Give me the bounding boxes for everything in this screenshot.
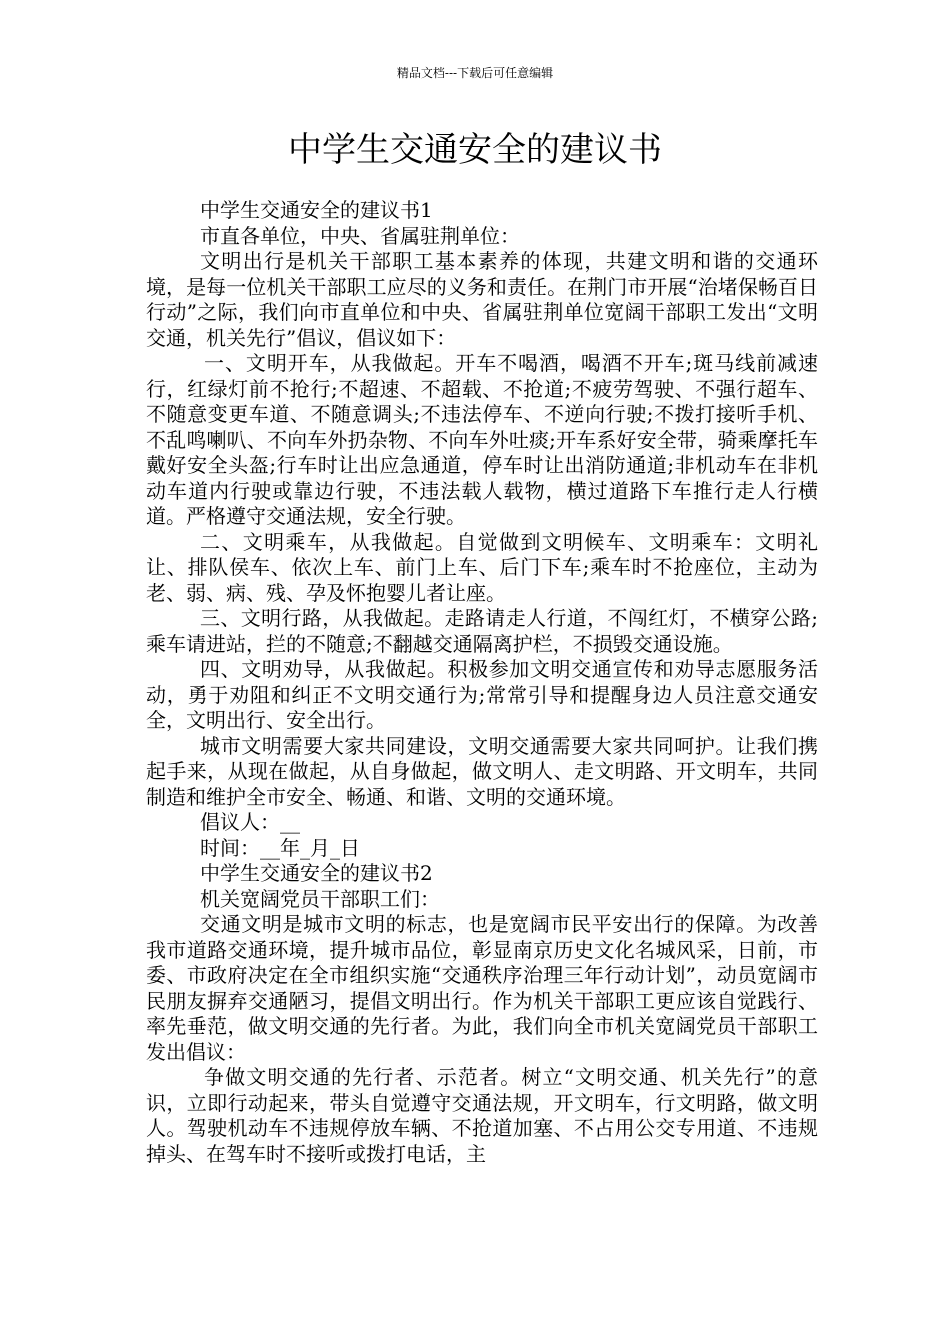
header-note: 精品文档---下载后可任意编辑 xyxy=(396,66,554,80)
salutation-1: 市直各单位，中央、省属驻荆单位： xyxy=(200,223,520,248)
paragraph: 争做文明交通的先行者、示范者。树立“文明交通、机关先行”的意识，立即行动起来，带头自觉遵守交通法规，开文明车，行文明路，做文明人。驾驶机动车不违规停放车辆、不抢道加塞、不占用公交专用道、不违规掉头、在驾车时不接听或拨打电话，主 xyxy=(146,1065,818,1166)
section-heading-2: 中学生交通安全的建议书2 xyxy=(200,861,433,885)
paragraph: 城市文明需要大家共同建设，文明交通需要大家共同呵护。让我们携起手来，从现在做起，从自身做起，做文明人、走文明路、开文明车，共同制造和维护全市安全、畅通、和谐、文明的交通环境。 xyxy=(146,733,818,809)
date-line: 时间：__年_月_日 xyxy=(200,835,360,860)
document-title: 中学生交通安全的建议书 xyxy=(288,130,662,170)
paragraph-point-3: 三、文明行路，从我做起。走路请走人行道，不闯红灯，不横穿公路;乘车请进站，拦的不随意;不翻越交通隔离护栏，不损毁交通设施。 xyxy=(146,606,818,656)
paragraph: 文明出行是机关干部职工基本素养的体现，共建文明和谐的交通环境，是每一位机关干部职工应尽的义务和责任。在荆门市开展“治堵保畅百日行动”之际，我们向市直单位和中央、省属驻荆单位宽阔干部职工发出“文明交通，机关先行”倡议，倡议如下： xyxy=(146,249,818,350)
paragraph-point-1: 一、文明开车，从我做起。开车不喝酒，喝酒不开车;斑马线前减速行，红绿灯前不抢行;不超速、不超载、不抢道;不疲劳驾驶、不强行超车、不随意变更车道、不随意调头;不违法停车、不逆向行驶;不拨打接听手机、不乱鸣喇叭、不向车外扔杂物、不向车外吐痰;开车系好安全带，骑乘摩托车戴好安全头盔;行车时让出应急通道，停车时让出消防通道;非机动车在非机动车道内行驶或靠边行驶，不违法载人载物，横过道路下车推行走人行横道。严格遵守交通法规，安全行驶。 xyxy=(146,351,818,528)
paragraph: 交通文明是城市文明的标志，也是宽阔市民平安出行的保障。为改善我市道路交通环境，提升城市品位，彰显南京历史文化名城风采，日前，市委、市政府决定在全市组织实施“交通秩序治理三年行动计划”，动员宽阔市民朋友摒弃交通陋习，提倡文明出行。作为机关干部职工更应该自觉践行、率先垂范，做文明交通的先行者。为此，我们向全市机关宽阔党员干部职工发出倡议： xyxy=(146,912,818,1064)
paragraph-point-2: 二、文明乘车，从我做起。自觉做到文明候车、文明乘车：文明礼让、排队侯车、依次上车、前门上车、后门下车;乘车时不抢座位，主动为老、弱、病、残、孕及怀抱婴儿者让座。 xyxy=(146,529,818,605)
section-heading-1: 中学生交通安全的建议书1 xyxy=(200,198,433,222)
document-body xyxy=(146,198,818,1167)
paragraph-point-4: 四、文明劝导，从我做起。积极参加文明交通宣传和劝导志愿服务活动，勇于劝阻和纠正不文明交通行为;常常引导和提醒身边人员注意交通安全，文明出行、安全出行。 xyxy=(146,657,818,732)
signature-line: 倡议人：__ xyxy=(200,810,300,834)
salutation-2: 机关宽阔党员干部职工们： xyxy=(200,886,440,911)
